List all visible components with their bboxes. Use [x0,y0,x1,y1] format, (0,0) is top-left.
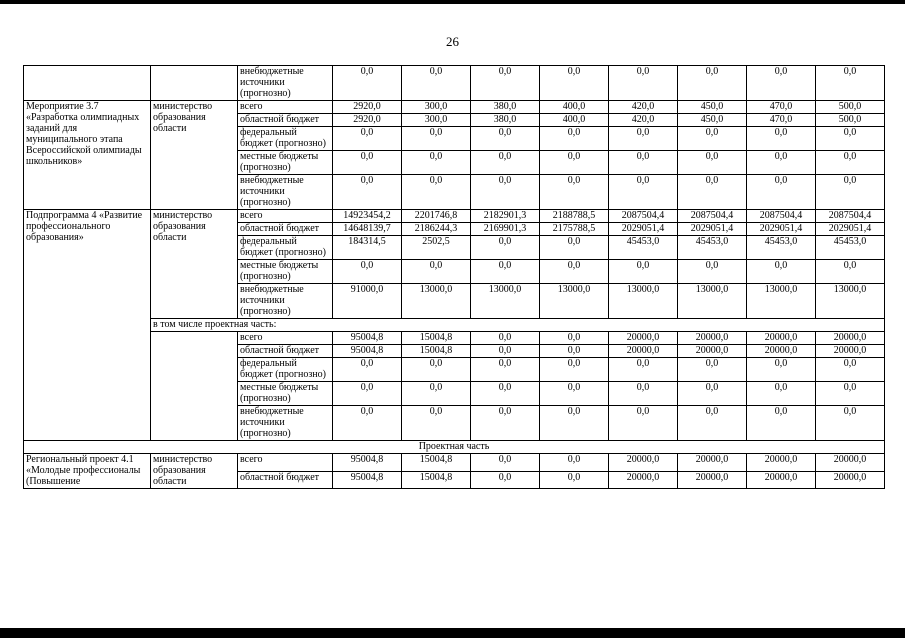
value-cell: 0,0 [540,127,609,151]
value-cell: 91000,0 [333,284,402,319]
value-cell: 2201746,8 [402,210,471,223]
value-cell: 0,0 [333,260,402,284]
value-cell: 0,0 [609,66,678,101]
value-cell: 2029051,4 [678,223,747,236]
budget-type-cell: областной бюджет [238,114,333,127]
value-cell: 2169901,3 [471,223,540,236]
value-cell: 15004,8 [402,471,471,489]
value-cell: 0,0 [540,345,609,358]
value-cell: 0,0 [540,151,609,175]
value-cell: 13000,0 [678,284,747,319]
budget-type-cell: внебюджетные источники (прогнозно) [238,66,333,101]
value-cell: 14923454,2 [333,210,402,223]
value-cell: 0,0 [333,406,402,441]
value-cell: 2029051,4 [747,223,816,236]
value-cell: 0,0 [540,236,609,260]
value-cell: 2920,0 [333,101,402,114]
budget-type-cell: всего [238,332,333,345]
value-cell: 0,0 [333,382,402,406]
value-cell: 0,0 [678,260,747,284]
value-cell: 45453,0 [747,236,816,260]
budget-type-cell: федеральный бюджет (прогнозно) [238,236,333,260]
value-cell: 0,0 [747,127,816,151]
ministry-cell: министерство образования области [151,210,238,319]
value-cell: 2188788,5 [540,210,609,223]
budget-table [23,65,885,489]
value-cell: 0,0 [402,127,471,151]
value-cell: 184314,5 [333,236,402,260]
value-cell: 0,0 [816,260,885,284]
program-cell [24,66,151,101]
value-cell: 95004,8 [333,345,402,358]
table-row [24,441,885,454]
value-cell: 0,0 [402,358,471,382]
value-cell: 0,0 [471,358,540,382]
value-cell: 0,0 [540,358,609,382]
value-cell: 0,0 [540,471,609,489]
value-cell: 2029051,4 [816,223,885,236]
budget-type-cell: внебюджетные источники (прогнозно) [238,284,333,319]
value-cell: 2087504,4 [678,210,747,223]
value-cell: 15004,8 [402,345,471,358]
value-cell: 470,0 [747,101,816,114]
budget-type-cell: внебюджетные источники (прогнозно) [238,175,333,210]
value-cell: 2087504,4 [609,210,678,223]
value-cell: 2920,0 [333,114,402,127]
value-cell: 2029051,4 [609,223,678,236]
ministry-cell [151,332,238,441]
value-cell: 0,0 [471,260,540,284]
value-cell: 13000,0 [402,284,471,319]
value-cell: 20000,0 [678,332,747,345]
value-cell: 20000,0 [747,345,816,358]
table-row [24,454,885,472]
value-cell: 0,0 [609,382,678,406]
value-cell: 0,0 [678,151,747,175]
value-cell: 420,0 [609,114,678,127]
program-cell: Региональный проект 4.1 «Молодые профессионалы (Повышение [24,454,151,489]
value-cell: 15004,8 [402,332,471,345]
value-cell: 0,0 [471,332,540,345]
value-cell: 0,0 [609,358,678,382]
value-cell: 0,0 [402,151,471,175]
value-cell: 45453,0 [678,236,747,260]
value-cell: 45453,0 [609,236,678,260]
value-cell: 0,0 [678,175,747,210]
budget-type-cell: внебюджетные источники (прогнозно) [238,406,333,441]
value-cell: 0,0 [678,382,747,406]
section-title-cell: Проектная часть [24,441,885,454]
value-cell: 0,0 [540,382,609,406]
table-row [24,319,885,332]
top-border [0,0,905,4]
value-cell: 0,0 [471,127,540,151]
budget-type-cell: областной бюджет [238,471,333,489]
budget-type-cell: местные бюджеты (прогнозно) [238,151,333,175]
value-cell: 20000,0 [609,345,678,358]
ministry-cell: министерство образования области [151,101,238,210]
page-number: 26 [446,34,459,49]
value-cell: 20000,0 [678,454,747,472]
budget-type-cell: всего [238,454,333,472]
value-cell: 0,0 [816,382,885,406]
value-cell: 0,0 [540,260,609,284]
bottom-border [0,628,905,638]
value-cell: 2186244,3 [402,223,471,236]
value-cell: 0,0 [471,345,540,358]
budget-type-cell: областной бюджет [238,223,333,236]
value-cell: 450,0 [678,101,747,114]
value-cell: 0,0 [540,66,609,101]
budget-type-cell: всего [238,210,333,223]
value-cell: 0,0 [678,66,747,101]
value-cell: 2087504,4 [747,210,816,223]
value-cell: 0,0 [540,332,609,345]
value-cell: 0,0 [816,358,885,382]
value-cell: 20000,0 [678,345,747,358]
value-cell: 0,0 [333,66,402,101]
value-cell: 0,0 [747,406,816,441]
value-cell: 13000,0 [816,284,885,319]
value-cell: 0,0 [471,236,540,260]
table-body [24,66,885,489]
value-cell: 0,0 [333,127,402,151]
value-cell: 400,0 [540,114,609,127]
value-cell: 0,0 [816,406,885,441]
value-cell: 13000,0 [747,284,816,319]
table-row [24,101,885,114]
value-cell: 0,0 [540,175,609,210]
value-cell: 0,0 [609,260,678,284]
value-cell: 15004,8 [402,454,471,472]
value-cell: 95004,8 [333,454,402,472]
value-cell: 13000,0 [609,284,678,319]
value-cell: 20000,0 [678,471,747,489]
value-cell: 0,0 [747,260,816,284]
value-cell: 0,0 [402,66,471,101]
value-cell: 20000,0 [816,332,885,345]
value-cell: 0,0 [609,127,678,151]
value-cell: 0,0 [747,66,816,101]
value-cell: 0,0 [471,66,540,101]
value-cell: 0,0 [609,175,678,210]
value-cell: 2182901,3 [471,210,540,223]
ministry-cell: министерство образования области [151,454,238,489]
value-cell: 0,0 [816,151,885,175]
value-cell: 0,0 [471,175,540,210]
value-cell: 0,0 [747,382,816,406]
budget-type-cell: местные бюджеты (прогнозно) [238,260,333,284]
value-cell: 380,0 [471,114,540,127]
table-row [24,210,885,223]
value-cell: 2087504,4 [816,210,885,223]
value-cell: 0,0 [816,66,885,101]
value-cell: 380,0 [471,101,540,114]
value-cell: 470,0 [747,114,816,127]
value-cell: 20000,0 [609,471,678,489]
value-cell: 500,0 [816,101,885,114]
value-cell: 0,0 [747,151,816,175]
value-cell: 20000,0 [747,471,816,489]
program-cell: Мероприятие 3.7 «Разработка олимпиадных заданий для муниципального этапа Всероссийской олимпиады школьников» [24,101,151,210]
table-row [24,332,885,345]
value-cell: 0,0 [747,358,816,382]
value-cell: 20000,0 [816,471,885,489]
value-cell: 450,0 [678,114,747,127]
value-cell: 95004,8 [333,332,402,345]
value-cell: 0,0 [540,454,609,472]
value-cell: 0,0 [816,127,885,151]
value-cell: 0,0 [816,175,885,210]
value-cell: 0,0 [471,406,540,441]
budget-type-cell: всего [238,101,333,114]
value-cell: 300,0 [402,101,471,114]
value-cell: 0,0 [471,382,540,406]
value-cell: 300,0 [402,114,471,127]
value-cell: 20000,0 [747,454,816,472]
value-cell: 0,0 [609,151,678,175]
value-cell: 500,0 [816,114,885,127]
value-cell: 0,0 [747,175,816,210]
value-cell: 0,0 [333,175,402,210]
value-cell: 95004,8 [333,471,402,489]
value-cell: 13000,0 [540,284,609,319]
value-cell: 20000,0 [609,454,678,472]
value-cell: 0,0 [540,406,609,441]
value-cell: 20000,0 [609,332,678,345]
value-cell: 420,0 [609,101,678,114]
value-cell: 20000,0 [747,332,816,345]
value-cell: 20000,0 [816,454,885,472]
value-cell: 45453,0 [816,236,885,260]
value-cell: 400,0 [540,101,609,114]
ministry-cell [151,66,238,101]
program-cell: Подпрограмма 4 «Развитие профессионального образования» [24,210,151,441]
value-cell: 0,0 [471,454,540,472]
value-cell: 2175788,5 [540,223,609,236]
value-cell: 14648139,7 [333,223,402,236]
value-cell: 0,0 [402,260,471,284]
value-cell: 20000,0 [816,345,885,358]
section-label-cell: в том числе проектная часть: [151,319,885,332]
value-cell: 0,0 [333,151,402,175]
value-cell: 0,0 [333,358,402,382]
table-row [24,66,885,101]
budget-type-cell: местные бюджеты (прогнозно) [238,382,333,406]
value-cell: 0,0 [609,406,678,441]
budget-type-cell: федеральный бюджет (прогнозно) [238,358,333,382]
value-cell: 0,0 [402,382,471,406]
value-cell: 13000,0 [471,284,540,319]
value-cell: 0,0 [471,151,540,175]
budget-type-cell: федеральный бюджет (прогнозно) [238,127,333,151]
value-cell: 0,0 [678,358,747,382]
value-cell: 0,0 [402,406,471,441]
value-cell: 0,0 [678,127,747,151]
value-cell: 0,0 [402,175,471,210]
value-cell: 0,0 [678,406,747,441]
value-cell: 2502,5 [402,236,471,260]
budget-type-cell: областной бюджет [238,345,333,358]
value-cell: 0,0 [471,471,540,489]
